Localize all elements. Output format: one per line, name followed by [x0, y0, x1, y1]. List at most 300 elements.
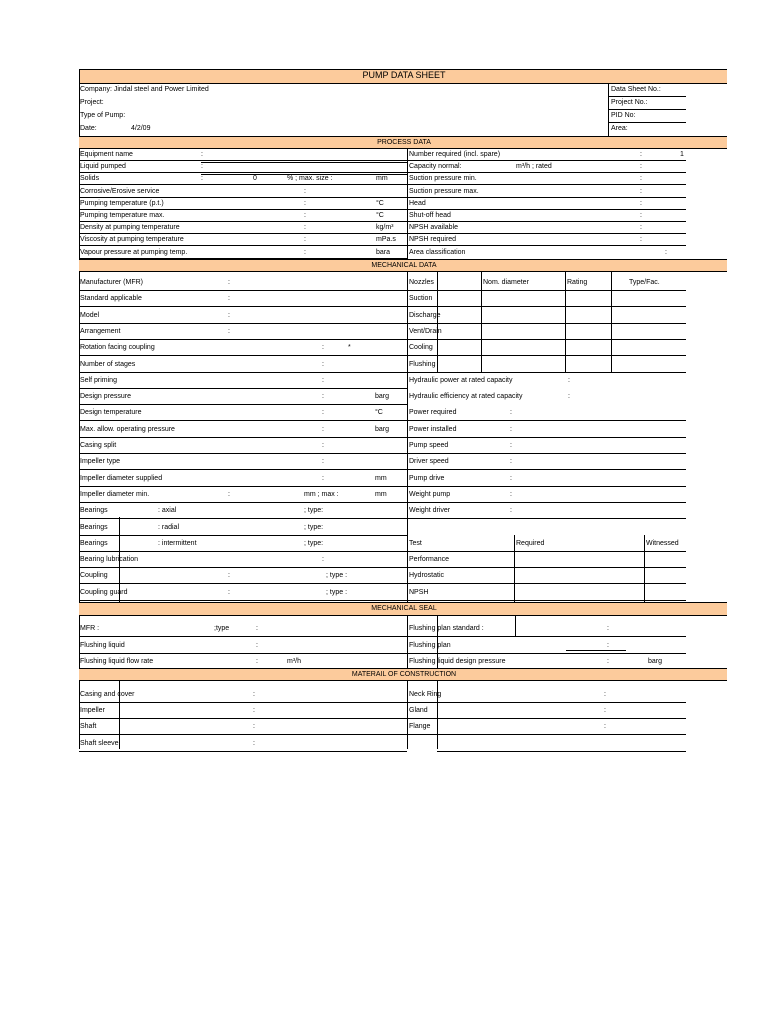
process-left-value: :: [201, 151, 203, 158]
grid-line: [79, 209, 407, 210]
material-left-label: Shaft: [80, 723, 97, 731]
area-input[interactable]: [660, 124, 686, 133]
seal-left-input[interactable]: [262, 641, 362, 650]
mechanical-left-input[interactable]: [240, 588, 310, 597]
process-right-value: :: [640, 236, 642, 244]
mechanical-left-input[interactable]: [240, 571, 310, 580]
grid-line: [79, 184, 407, 185]
grid-line: [407, 486, 686, 487]
date-label: Date:: [80, 125, 97, 132]
grid-line: [79, 355, 407, 356]
seal-column-line: [515, 615, 516, 636]
mechanical-right-label: Driver speed: [409, 458, 449, 466]
mechanical-left-value: :: [228, 295, 230, 303]
process-right-input[interactable]: [560, 211, 635, 220]
process-right-value: :: [640, 187, 642, 195]
mechanical-left-input[interactable]: [240, 311, 310, 320]
mechanical-right-value: :: [510, 474, 512, 482]
process-left-value: :: [304, 212, 306, 219]
process-right-label: Area classification: [409, 248, 466, 256]
material-column-line: [119, 680, 120, 749]
seal-right-label: Flushing plan standard :: [409, 625, 484, 632]
mechanical-left-value: ; type:: [304, 523, 324, 531]
process-left-value: mPa.s: [376, 236, 396, 244]
grid-line: [407, 567, 686, 568]
mechanical-left-label: Bearing lubrication: [80, 556, 138, 564]
mechanical-left-value: :: [228, 279, 230, 286]
nozzle-header: Nom. diameter: [483, 279, 529, 286]
grid-line: [608, 122, 686, 123]
material-right-value: :: [604, 707, 606, 715]
mechanical-right-input[interactable]: [580, 506, 680, 515]
mechanical-left-label: Impeller diameter supplied: [80, 474, 163, 482]
mechanical-left-value: ; type :: [326, 588, 348, 596]
nozzle-row-label: Vent/Drain: [409, 327, 442, 335]
grid-line: [79, 271, 727, 272]
process-left-label: Equipment name: [80, 151, 133, 158]
material-right-input[interactable]: [440, 722, 600, 731]
mechanical-left-value: :: [322, 344, 324, 352]
company-field: Company: Jindal steel and Power Limited: [80, 86, 209, 93]
seal-right-value: :: [607, 625, 609, 632]
mechanical-left-value: barg: [375, 425, 390, 433]
mechanical-right-input[interactable]: [580, 425, 680, 434]
mechanical-left-input[interactable]: [240, 327, 310, 336]
mechanical-left-value: :: [322, 458, 324, 466]
mechanical-right-value: :: [568, 376, 570, 384]
mechanical-left-input[interactable]: [240, 539, 310, 548]
material-left-input[interactable]: [262, 706, 402, 715]
grid-line: [437, 751, 686, 752]
mechanical-left-label: Standard applicable: [80, 295, 142, 303]
process-left-label: Pumping temperature (p.t.): [80, 199, 164, 207]
mechanical-left-value: :: [228, 588, 230, 596]
grid-line: [79, 197, 407, 198]
mechanical-right-value: :: [510, 458, 512, 466]
grid-line: [407, 197, 686, 198]
mechanical-right-value: :: [510, 425, 512, 433]
mechanical-left-label: Coupling: [80, 572, 108, 580]
grid-line: [407, 233, 686, 234]
mechanical-left-input[interactable]: [240, 343, 310, 352]
nozzle-column-line: [437, 271, 438, 372]
mechanical-left-label: Model: [80, 311, 100, 319]
mechanical-right-input[interactable]: [580, 376, 680, 385]
grid-line: [79, 306, 407, 307]
process-left-value: :: [201, 175, 203, 183]
seal-left-input[interactable]: [262, 624, 362, 633]
mechanical-left-input[interactable]: [240, 457, 310, 466]
section-title-process: PROCESS DATA: [377, 139, 431, 146]
nozzle-column-line: [481, 271, 482, 372]
mechanical-left-label: Casing split: [80, 442, 117, 449]
test-required-input[interactable]: [516, 571, 642, 580]
grid-line: [79, 702, 407, 703]
material-right-value: :: [604, 691, 606, 698]
mechanical-left-label: Bearings: [80, 523, 108, 531]
process-left-value: :: [304, 224, 306, 232]
process-left-value: bara: [376, 248, 391, 256]
material-left-value: :: [253, 739, 255, 747]
process-right-value: :: [640, 212, 642, 219]
seal-left-value: :: [256, 625, 258, 632]
process-left-value: :: [201, 163, 203, 171]
process-left-label: Liquid pumped: [80, 163, 126, 171]
grid-line: [79, 734, 407, 735]
grid-line: [79, 259, 727, 260]
mechanical-left-label: Number of stages: [80, 360, 136, 368]
process-right-input[interactable]: [560, 235, 635, 244]
grid-line: [407, 245, 686, 246]
grid-line: [79, 453, 407, 454]
grid-line: [79, 636, 407, 637]
grid-line: [407, 653, 686, 654]
grid-line: [407, 437, 686, 438]
nozzle-diameter-input[interactable]: [483, 294, 563, 303]
mechanical-left-input[interactable]: [240, 523, 310, 532]
test-required-input[interactable]: [516, 588, 642, 597]
mechanical-right-label: Pump speed: [409, 442, 449, 449]
mechanical-left-input[interactable]: [240, 555, 310, 564]
mechanical-left-value: :: [322, 425, 324, 433]
grid-line: [79, 404, 407, 405]
mechanical-left-value: :: [322, 474, 324, 482]
process-left-label: Pumping temperature max.: [80, 212, 165, 219]
grid-line: [79, 567, 407, 568]
grid-line: [79, 751, 407, 752]
mechanical-right-label: Power required: [409, 409, 457, 417]
grid-line: [79, 160, 407, 161]
test-row-label: Performance: [409, 556, 450, 564]
seal-right-value: :: [607, 658, 609, 665]
process-right-input[interactable]: [560, 248, 635, 257]
test-witnessed-input[interactable]: [646, 588, 684, 597]
mechanical-left-input[interactable]: [240, 474, 310, 483]
grid-line: [79, 420, 407, 421]
mechanical-left-value: :: [322, 409, 324, 417]
project-no-input[interactable]: [660, 98, 686, 107]
grid-line: [79, 83, 727, 84]
test-header: Required: [516, 539, 545, 547]
mechanical-left-label: Coupling guard: [80, 588, 128, 596]
mechanical-left-value: :: [322, 556, 324, 564]
mechanical-left-value: ; type:: [304, 507, 324, 515]
grid-line: [407, 502, 686, 503]
process-left-input[interactable]: [210, 150, 300, 159]
grid-line: [79, 437, 407, 438]
mechanical-left-input[interactable]: [240, 441, 310, 450]
process-right-input[interactable]: [560, 174, 635, 183]
flushing-plan-underline: [566, 650, 626, 651]
seal-left-value: m³/h: [287, 658, 301, 665]
seal-left-input[interactable]: [262, 657, 362, 666]
nozzle-header: Nozzles: [409, 279, 434, 286]
seal-right-value: barg: [648, 658, 663, 665]
test-header: Test: [409, 539, 422, 547]
grid-line: [201, 174, 407, 175]
mechanical-right-value: :: [568, 393, 570, 401]
grid-line: [79, 372, 407, 373]
mechanical-left-input[interactable]: [240, 360, 310, 369]
material-column-line: [437, 680, 438, 749]
seal-left-value: :: [256, 641, 258, 649]
pid-no-label: PID No:: [611, 112, 636, 119]
date-value: 4/2/09: [131, 125, 151, 132]
grid-line: [79, 551, 407, 552]
grid-line: [79, 718, 407, 719]
grid-line: [79, 388, 407, 389]
grid-line: [407, 290, 686, 291]
material-left-input[interactable]: [262, 739, 402, 748]
process-left-input[interactable]: [210, 223, 300, 232]
left-border: [79, 271, 80, 602]
grid-line: [79, 668, 727, 669]
grid-line: [79, 136, 727, 137]
material-right-input[interactable]: [440, 706, 600, 715]
mechanical-left-input[interactable]: [240, 392, 310, 401]
grid-line: [79, 583, 407, 584]
test-header: Witnessed: [646, 539, 679, 547]
test-witnessed-input[interactable]: [646, 555, 684, 564]
test-required-input[interactable]: [516, 555, 642, 564]
left-border: [79, 148, 80, 259]
sheet-title: PUMP DATA SHEET: [362, 70, 446, 80]
mechanical-left-input[interactable]: [240, 376, 310, 385]
process-right-value: :: [665, 248, 667, 256]
test-column-line: [514, 535, 515, 602]
grid-line: [79, 602, 727, 603]
seal-right-label: Flushing liquid design pressure: [409, 658, 506, 665]
test-row-label: Hydrostatic: [409, 572, 445, 580]
mechanical-right-label: Weight driver: [409, 507, 451, 515]
process-divider: [407, 148, 408, 259]
process-left-label: Viscosity at pumping temperature: [80, 236, 184, 244]
material-left-value: :: [253, 723, 255, 731]
grid-line: [407, 209, 686, 210]
material-right-label: Gland: [409, 707, 428, 715]
seal-right-input[interactable]: [520, 657, 600, 666]
mechanical-left-input[interactable]: [240, 425, 310, 434]
nozzle-diameter-input[interactable]: [483, 327, 563, 336]
material-right-label: Neck Ring: [409, 691, 442, 698]
grid-line: [407, 221, 686, 222]
seal-left-label: Flushing liquid flow rate: [80, 658, 154, 665]
seal-divider: [407, 615, 408, 668]
mechanical-left-input[interactable]: [240, 408, 310, 417]
mechanical-right-label: Weight pump: [409, 490, 451, 498]
mechanical-left-label: Bearings: [80, 539, 108, 547]
mechanical-left-input[interactable]: [240, 506, 310, 515]
seal-right-input[interactable]: [520, 624, 600, 633]
material-left-label: Shaft sleeve: [80, 739, 119, 747]
mechanical-left-value: :: [228, 327, 230, 335]
material-divider: [407, 680, 408, 749]
test-witnessed-input[interactable]: [646, 571, 684, 580]
mechanical-left-value: *: [348, 344, 351, 352]
mechanical-left-label: Manufacturer (MFR): [80, 279, 144, 286]
seal-column-line: [437, 615, 438, 668]
grid-line: [79, 653, 407, 654]
mechanical-left-value: : axial: [158, 507, 177, 515]
mechanical-right-input[interactable]: [580, 490, 680, 499]
process-right-input[interactable]: [560, 187, 635, 196]
process-left-value: °C: [376, 199, 384, 207]
grid-line: [407, 600, 686, 601]
mechanical-right-value: :: [510, 490, 512, 498]
data-sheet-no-input[interactable]: [660, 85, 686, 94]
process-left-label: Vapour pressure at pumping temp.: [80, 248, 188, 256]
grid-line: [79, 535, 407, 536]
process-right-input[interactable]: [560, 162, 635, 171]
seal-left-label: Flushing liquid: [80, 641, 125, 649]
section-title-material: MATERAIL OF CONSTRUCTION: [351, 671, 457, 678]
grid-line: [407, 702, 686, 703]
mechanical-left-value: mm: [375, 490, 387, 498]
section-title-seal: MECHANICAL SEAL: [371, 605, 437, 612]
mechanical-left-label: Max. allow. operating pressure: [80, 425, 175, 433]
seal-right-label: Flushing plan: [409, 641, 451, 649]
nozzle-row-label: Flushing: [409, 360, 436, 368]
grid-line: [407, 372, 686, 373]
mechanical-right-input[interactable]: [580, 474, 680, 483]
process-left-input[interactable]: [210, 235, 300, 244]
process-left-value: :: [304, 199, 306, 207]
project-field: Project:: [80, 99, 104, 106]
nozzle-diameter-input[interactable]: [483, 311, 563, 320]
nozzle-row-label: Cooling: [409, 344, 433, 352]
material-right-input[interactable]: [440, 690, 600, 699]
grid-line: [407, 420, 686, 421]
material-left-input[interactable]: [262, 690, 402, 699]
process-right-value: :: [640, 163, 642, 171]
process-right-label: Shut-off head: [409, 212, 451, 219]
process-left-input[interactable]: [210, 174, 300, 183]
nozzle-column-line: [611, 271, 612, 372]
grid-line: [79, 323, 407, 324]
grid-line: [79, 245, 407, 246]
grid-line: [79, 518, 407, 519]
process-right-label: Number required (incl. spare): [409, 151, 501, 158]
mechanical-right-label: Power installed: [409, 425, 457, 433]
process-right-label: Suction pressure max.: [409, 187, 479, 195]
mechanical-left-value: mm ; max :: [304, 490, 339, 498]
grid-line: [79, 600, 407, 601]
process-right-label: NPSH available: [409, 224, 459, 232]
grid-line: [79, 290, 407, 291]
process-right-input[interactable]: [560, 199, 635, 208]
process-right-label: Suction pressure min.: [409, 175, 477, 183]
process-right-label: Capacity normal:: [409, 163, 462, 171]
seal-left-value: ;type: [214, 625, 230, 632]
seal-right-input[interactable]: [520, 641, 600, 650]
pid-no-input[interactable]: [660, 111, 686, 120]
nozzle-row-label: Discharge: [409, 311, 441, 319]
mechanical-left-label: Bearings: [80, 507, 108, 515]
seal-right-value: :: [607, 641, 609, 649]
process-left-value: 0: [253, 175, 257, 183]
process-left-input[interactable]: [210, 199, 300, 208]
nozzle-row-label: Suction: [409, 295, 433, 303]
grid-line: [79, 339, 407, 340]
material-left-value: :: [253, 707, 255, 715]
grid-line: [407, 323, 686, 324]
mechanical-left-value: ; type :: [326, 572, 348, 580]
process-left-input[interactable]: [210, 248, 300, 257]
data-sheet-no-label: Data Sheet No.:: [611, 86, 661, 93]
seal-left-value: :: [256, 658, 258, 665]
mechanical-left-label: Impeller diameter min.: [80, 490, 150, 498]
mechanical-left-input[interactable]: [240, 278, 310, 287]
process-right-value: :: [640, 199, 642, 207]
process-left-value: :: [304, 187, 306, 195]
grid-line: [201, 162, 407, 163]
material-left-value: :: [253, 691, 255, 698]
grid-line: [79, 148, 727, 149]
process-right-input[interactable]: [560, 223, 635, 232]
grid-line: [407, 306, 686, 307]
grid-line: [79, 469, 407, 470]
mechanical-left-value: :: [322, 360, 324, 368]
grid-line: [407, 734, 686, 735]
process-left-input[interactable]: [210, 187, 300, 196]
process-left-value: mm: [376, 175, 388, 183]
material-right-label: Flange: [409, 723, 431, 731]
process-right-value: :: [640, 224, 642, 232]
grid-line: [608, 109, 686, 110]
grid-line: [407, 469, 686, 470]
grid-line: [79, 221, 407, 222]
mechanical-right-input[interactable]: [580, 441, 680, 450]
mechanical-right-value: :: [510, 442, 512, 449]
grid-line: [407, 172, 686, 173]
grid-line: [407, 339, 686, 340]
process-left-input[interactable]: [210, 162, 300, 171]
process-right-input[interactable]: [560, 150, 635, 159]
section-title-mechanical: MECHANICAL DATA: [371, 262, 437, 269]
seal-left-label: MFR :: [80, 625, 100, 632]
nozzle-diameter-input[interactable]: [483, 360, 563, 369]
mechanical-left-value: :: [322, 442, 324, 449]
mechanical-right-value: :: [510, 507, 512, 515]
mechanical-right-input[interactable]: [580, 392, 680, 401]
mechanical-right-input[interactable]: [580, 457, 680, 466]
left-border: [79, 680, 80, 749]
header-divider: [608, 83, 609, 137]
mechanical-left-value: :: [228, 490, 230, 498]
process-left-input[interactable]: [210, 211, 300, 220]
mechanical-right-label: Hydraulic efficiency at rated capacity: [409, 393, 523, 401]
mechanical-left-input[interactable]: [240, 294, 310, 303]
process-left-label: Corrosive/Erosive service: [80, 187, 160, 195]
mechanical-left-value: : radial: [158, 523, 180, 531]
left-border: [79, 615, 80, 668]
mechanical-right-value: :: [510, 409, 512, 417]
mechanical-left-label: Arrangement: [80, 327, 121, 335]
test-row-label: NPSH: [409, 588, 429, 596]
mechanical-left-value: °C: [375, 409, 383, 417]
material-left-input[interactable]: [262, 722, 402, 731]
grid-line: [407, 583, 686, 584]
mechanical-right-input[interactable]: [580, 408, 680, 417]
grid-line: [407, 636, 686, 637]
grid-line: [407, 160, 686, 161]
grid-line: [79, 680, 727, 681]
mechanical-left-input[interactable]: [240, 490, 310, 499]
process-left-label: Solids: [80, 175, 100, 183]
mechanical-left-value: :: [322, 376, 324, 384]
grid-line: [79, 615, 727, 616]
nozzle-diameter-input[interactable]: [483, 343, 563, 352]
